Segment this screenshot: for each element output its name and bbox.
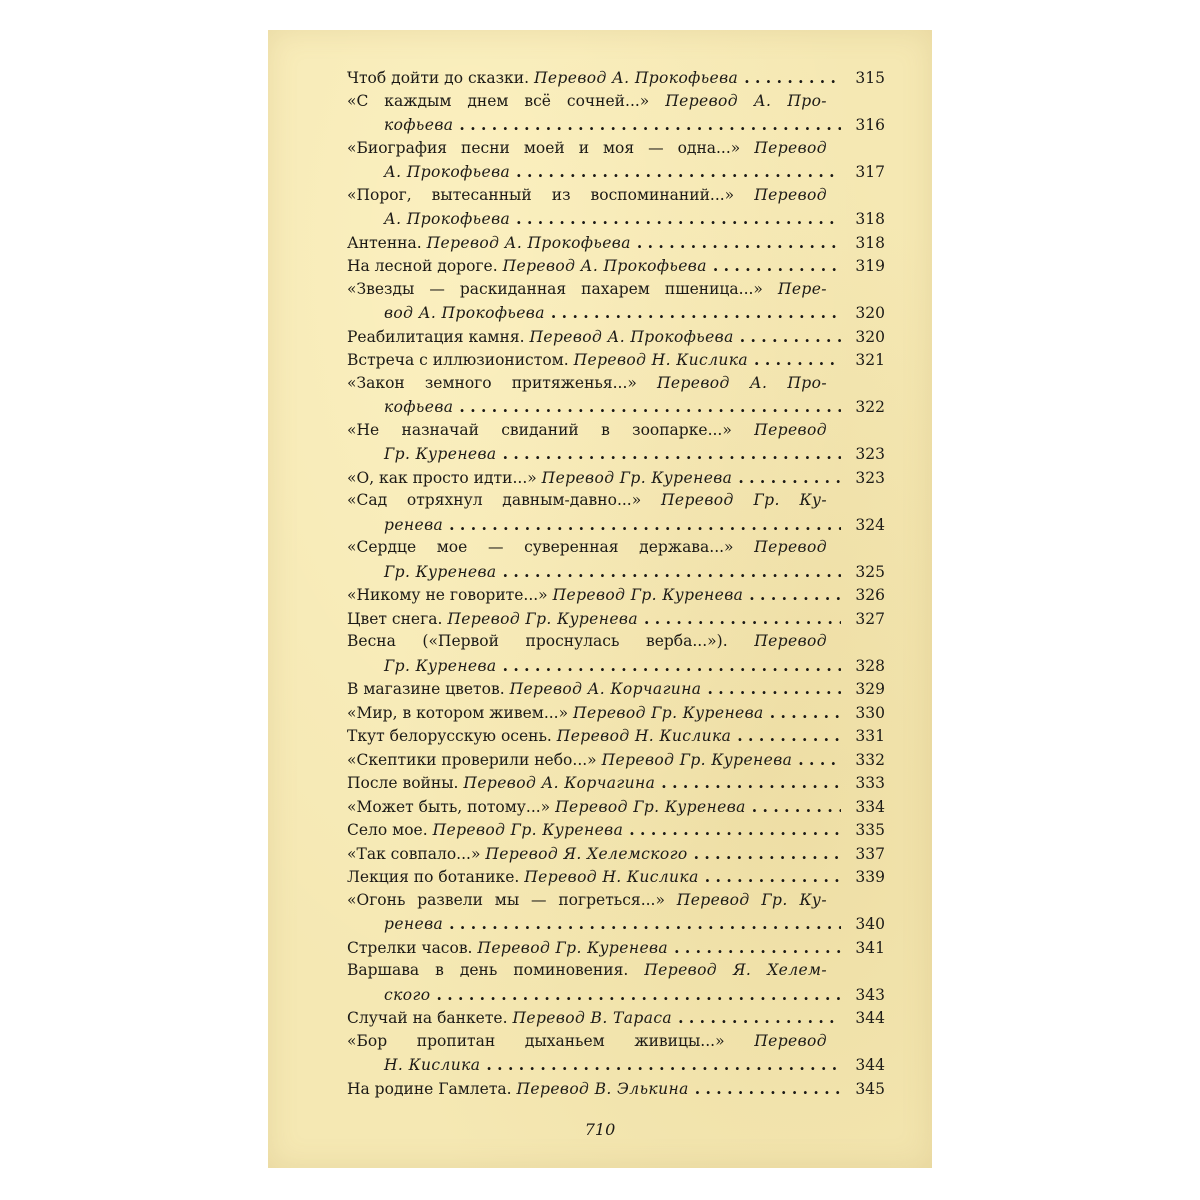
entry-translator: Перевод А. Прокофьева <box>502 257 707 275</box>
entry-title-word: («Первой <box>422 632 499 650</box>
toc-entry-line <box>347 818 885 842</box>
entry-page-number: 318 <box>855 210 885 228</box>
entry-title-word: каждым <box>384 91 452 110</box>
dot-leader <box>770 701 841 725</box>
book-page <box>268 30 932 1168</box>
entry-title-word: «Звезды <box>347 279 415 298</box>
entry-title-word: давным-давно...» <box>502 491 642 509</box>
entry-page-number: 330 <box>855 703 885 722</box>
entry-page-number: 333 <box>855 774 885 792</box>
entry-page-number: 344 <box>855 1056 885 1074</box>
dot-leader <box>629 818 841 842</box>
entry-title: «Никому не говорите...» <box>347 586 548 604</box>
entry-translator: Перевод А. Прокофьева <box>533 69 739 87</box>
entry-title-word: притяженья...» <box>511 373 637 392</box>
entry-translator: кофьева <box>384 398 454 416</box>
toc-entry-line <box>347 701 885 725</box>
entry-translator: Перевод Н. Кислика <box>556 727 732 745</box>
entry-title: В магазине цветов. <box>347 680 505 698</box>
entry-translator: Перевод А. Корчагина <box>463 774 656 792</box>
entry-page-number: 334 <box>855 797 885 816</box>
entry-title-word: сочней...» <box>566 91 650 110</box>
dot-leader <box>695 1077 841 1101</box>
entry-translator: Перевод А. Корчагина <box>509 680 702 698</box>
dot-leader <box>737 724 841 748</box>
entry-title: Реабилитация камня. <box>347 327 525 346</box>
entry-title-word: дыханьем <box>524 1031 605 1050</box>
entry-translator: Гр. Куренева <box>384 562 497 581</box>
entry-page-number: 320 <box>855 304 885 322</box>
entry-title-word: верба...»). <box>645 632 728 650</box>
entry-title-word: погреться...» <box>558 890 665 909</box>
toc-entry <box>347 489 885 536</box>
entry-translator-word: Перевод <box>660 491 734 509</box>
entry-title: Ткут белорусскую осень. <box>347 727 552 745</box>
entry-translator: Н. Кислика <box>384 1056 481 1074</box>
entry-page-number: 323 <box>855 445 885 463</box>
entry-translator: Перевод Н. Кислика <box>524 868 699 886</box>
dot-leader <box>798 748 841 772</box>
entry-page-number: 318 <box>855 233 885 252</box>
entry-translator-word: Перевод <box>754 420 827 439</box>
entry-translator: Гр. Куренева <box>384 445 497 463</box>
entry-page-number: 320 <box>855 327 885 346</box>
toc-entry-line <box>347 748 885 772</box>
toc-entry-line <box>347 771 885 795</box>
entry-translator: ренева <box>384 515 444 534</box>
entry-title-word: «Биография <box>347 138 448 157</box>
entry-title-word: Варшава <box>347 961 420 979</box>
dot-leader <box>749 583 841 607</box>
entry-title-word: и <box>578 138 590 157</box>
entry-page-number: 325 <box>855 562 885 581</box>
toc-entry-first-line <box>347 889 885 913</box>
entry-title: На родине Гамлета. <box>347 1079 512 1098</box>
entry-title: «Скептики проверили небо...» <box>347 750 597 769</box>
toc-entry-line <box>347 1053 885 1077</box>
entry-translator-word: Перевод <box>754 185 827 204</box>
entry-page-number: 331 <box>855 727 885 745</box>
entry-title-word: держава...» <box>639 538 734 556</box>
toc-entry-line <box>347 301 885 325</box>
entry-title-word: моя <box>602 138 635 157</box>
entry-translator: Перевод Гр. Куренева <box>447 609 638 628</box>
entry-title-word: из <box>551 185 571 204</box>
toc-entry-line <box>347 66 885 90</box>
dot-leader <box>503 654 841 678</box>
toc-entry-first-line <box>347 630 885 654</box>
entry-translator-word: Перевод <box>754 632 827 650</box>
entry-title-word: Весна <box>347 632 396 650</box>
toc-entry-line <box>347 795 885 819</box>
dot-leader <box>516 207 841 231</box>
dot-leader <box>459 395 841 419</box>
toc-entry <box>347 372 885 419</box>
entry-page-number: 339 <box>855 868 885 886</box>
toc-entry-line <box>347 113 885 137</box>
toc-entry-line <box>347 348 885 372</box>
dot-leader <box>459 113 841 137</box>
toc-entry-line <box>347 654 885 678</box>
dot-leader <box>738 466 841 490</box>
entry-page-number: 315 <box>855 69 885 87</box>
toc-entry <box>347 325 885 349</box>
entry-page-number: 317 <box>855 163 885 181</box>
entry-title-word: — <box>429 279 445 298</box>
entry-page-number: 341 <box>855 938 885 957</box>
toc-entry-first-line <box>347 959 885 983</box>
toc-entry <box>347 842 885 866</box>
entry-title-word: мое <box>436 538 468 556</box>
entry-translator: Перевод В. Элькина <box>516 1079 689 1098</box>
entry-title: «О, как просто идти...» <box>347 468 537 487</box>
toc-entry-line <box>347 513 885 537</box>
toc-entry <box>347 536 885 583</box>
dot-leader <box>449 912 841 936</box>
toc-entry-line <box>347 1006 885 1030</box>
entry-title-word: днем <box>467 91 509 110</box>
toc-entry-line <box>347 231 885 255</box>
entry-translator: Перевод Н. Кислика <box>573 351 749 369</box>
entry-title: Чтоб дойти до сказки. <box>347 69 529 87</box>
entry-title-word: земного <box>424 373 492 392</box>
toc-entry-line <box>347 936 885 960</box>
toc-entry <box>347 701 885 725</box>
toc-entry-line <box>347 560 885 584</box>
entry-translator: Перевод Гр. Куренева <box>552 586 744 604</box>
toc-entry <box>347 1030 885 1077</box>
entry-translator: вод А. Прокофьева <box>384 304 545 322</box>
entry-page-number: 324 <box>855 515 885 534</box>
entry-title-word: моей <box>523 138 565 157</box>
toc-entry-line <box>347 254 885 278</box>
entry-title-word: развели <box>417 890 483 909</box>
toc-entry <box>347 677 885 701</box>
entry-translator: кофьева <box>384 116 454 134</box>
toc-entry <box>347 795 885 819</box>
dot-leader <box>661 771 841 795</box>
entry-title-word: проснулась <box>525 632 620 650</box>
toc-entry-first-line <box>347 278 885 302</box>
dot-leader <box>705 865 841 889</box>
entry-title-word: вытесанный <box>431 185 532 204</box>
entry-title: Встреча с иллюзионистом. <box>347 351 569 369</box>
toc-entry <box>347 1077 885 1101</box>
entry-title-word: день <box>459 961 498 979</box>
entry-page-number: 343 <box>855 985 885 1004</box>
toc-entry-line <box>347 583 885 607</box>
entry-title-word: «Закон <box>347 373 405 392</box>
entry-title-word: «Сердце <box>347 538 417 556</box>
entry-title-word: пропитан <box>416 1031 496 1050</box>
dot-leader <box>754 348 841 372</box>
entry-translator-word: Перевод <box>676 890 750 909</box>
toc-entry-line <box>347 466 885 490</box>
entry-translator: А. Прокофьева <box>384 210 511 228</box>
entry-title-word: — <box>487 538 504 556</box>
dot-leader <box>436 983 841 1007</box>
entry-translator-word: Гр. <box>761 890 788 909</box>
entry-title-word: «Огонь <box>347 890 406 909</box>
toc-entry-line <box>347 395 885 419</box>
dot-leader <box>740 325 841 349</box>
toc-entry-line <box>347 724 885 748</box>
page-number: 710 <box>584 1120 616 1139</box>
entry-translator: Перевод Гр. Куренева <box>541 468 733 487</box>
entry-translator: Перевод Гр. Куренева <box>432 821 624 839</box>
toc-entry-line <box>347 983 885 1007</box>
toc-entry <box>347 184 885 231</box>
dot-leader <box>694 842 841 866</box>
toc-entry-first-line <box>347 184 885 208</box>
toc-entry <box>347 936 885 960</box>
dot-leader <box>516 160 841 184</box>
entry-translator: Перевод Я. Хелемского <box>485 844 688 863</box>
toc-entry <box>347 466 885 490</box>
dot-leader <box>744 66 841 90</box>
entry-title-word: зоопарке...» <box>632 420 732 439</box>
toc-entry <box>347 1006 885 1030</box>
entry-title-word: всё <box>524 91 551 110</box>
entry-page-number: 322 <box>855 398 885 416</box>
entry-translator-word: Ку- <box>799 491 827 509</box>
toc-entry <box>347 959 885 1006</box>
entry-page-number: 328 <box>855 656 885 675</box>
dot-leader <box>674 936 841 960</box>
toc-entry <box>347 90 885 137</box>
entry-page-number: 345 <box>855 1079 885 1098</box>
toc-entry <box>347 865 885 889</box>
toc-entry-first-line <box>347 1030 885 1054</box>
entry-page-number: 344 <box>855 1009 885 1027</box>
entry-title-word: отряхнул <box>406 491 483 509</box>
entry-page-number: 335 <box>855 821 885 839</box>
entry-title-word: раскиданная <box>459 279 567 298</box>
dot-leader <box>707 677 841 701</box>
dot-leader <box>503 560 841 584</box>
entry-title-word: «Не <box>347 420 380 439</box>
toc-entry <box>347 748 885 772</box>
entry-title-word: поминовения. <box>513 961 629 979</box>
entry-title-word: живицы...» <box>634 1031 725 1050</box>
entry-title: После войны. <box>347 774 459 792</box>
entry-title: Цвет снега. <box>347 609 443 628</box>
entry-page-number: 316 <box>855 116 885 134</box>
toc-entry-line <box>347 325 885 349</box>
entry-page-number: 329 <box>855 680 885 698</box>
entry-title: Стрелки часов. <box>347 938 473 957</box>
entry-translator: Перевод А. Прокофьева <box>529 327 734 346</box>
entry-translator-word: Пере- <box>777 279 827 298</box>
entry-page-number: 319 <box>855 257 885 275</box>
entry-page-number: 340 <box>855 915 885 933</box>
toc-entry-line <box>347 912 885 936</box>
toc-entry-first-line <box>347 419 885 443</box>
entry-page-number: 337 <box>855 844 885 863</box>
entry-translator-word: Перевод <box>754 1031 827 1050</box>
entry-title-word: одна...» <box>677 138 741 157</box>
toc-entry-line <box>347 677 885 701</box>
entry-translator-word: Хелем- <box>767 961 827 979</box>
toc-entry <box>347 630 885 677</box>
entry-page-number: 326 <box>855 586 885 604</box>
entry-translator-word: Ку- <box>799 890 827 909</box>
entry-title: Антенна. <box>347 233 422 252</box>
toc-entry-first-line <box>347 489 885 513</box>
entry-translator-word: Перевод <box>665 91 738 110</box>
toc-entry-line <box>347 207 885 231</box>
entry-title: «Мир, в котором живем...» <box>347 703 569 722</box>
entry-translator-word: Перевод <box>754 538 827 556</box>
dot-leader <box>449 513 841 537</box>
toc-entry <box>347 607 885 631</box>
entry-translator: ского <box>384 985 431 1004</box>
entry-title-word: — <box>531 890 547 909</box>
toc-entry-first-line <box>347 536 885 560</box>
toc-entry <box>347 889 885 936</box>
entry-title-word: песни <box>461 138 510 157</box>
entry-title-word: воспоминаний...» <box>590 185 735 204</box>
entry-translator-word: Про- <box>787 373 827 392</box>
entry-title-word: пшеница...» <box>664 279 763 298</box>
entry-translator-word: Я. <box>733 961 752 979</box>
dot-leader <box>713 254 841 278</box>
toc-entry <box>347 348 885 372</box>
toc-entry-line <box>347 607 885 631</box>
toc-entry-line <box>347 865 885 889</box>
entry-title: Случай на банкете. <box>347 1009 508 1027</box>
toc-entry <box>347 278 885 325</box>
entry-title: «Так совпало...» <box>347 844 481 863</box>
dot-leader <box>644 607 841 631</box>
dot-leader <box>678 1006 841 1030</box>
entry-title: Лекция по ботанике. <box>347 868 520 886</box>
entry-translator: Перевод Гр. Куренева <box>477 938 669 957</box>
entry-page-number: 321 <box>855 351 885 369</box>
entry-title-word: «Бор <box>347 1031 388 1050</box>
dot-leader <box>551 301 841 325</box>
entry-translator: А. Прокофьева <box>384 163 511 181</box>
entry-translator-word: А. <box>753 91 772 110</box>
entry-title-word: свиданий <box>501 420 579 439</box>
entry-title-word: назначай <box>401 420 479 439</box>
entry-title-word: суверенная <box>524 538 619 556</box>
entry-translator-word: А. <box>749 373 768 392</box>
dot-leader <box>503 442 841 466</box>
entry-translator-word: Перевод <box>656 373 730 392</box>
entry-title-word: «Сад <box>347 491 388 509</box>
entry-translator-word: Про- <box>787 91 827 110</box>
toc-entry-first-line <box>347 90 885 114</box>
toc-entry-line <box>347 1077 885 1101</box>
toc-entry <box>347 66 885 90</box>
entry-title: Село мое. <box>347 821 428 839</box>
entry-title-word: пахарем <box>581 279 650 298</box>
entry-translator-word: Гр. <box>753 491 780 509</box>
entry-translator: ренева <box>384 915 444 933</box>
toc-entry-line <box>347 160 885 184</box>
entry-page-number: 332 <box>855 750 885 769</box>
entry-title-word: в <box>601 420 610 439</box>
entry-title: На лесной дороге. <box>347 257 498 275</box>
toc-entry <box>347 771 885 795</box>
dot-leader <box>637 231 841 255</box>
toc-entry-first-line <box>347 137 885 161</box>
entry-translator: Гр. Куренева <box>384 656 497 675</box>
toc-entry <box>347 583 885 607</box>
entry-page-number: 327 <box>855 609 885 628</box>
entry-translator: Перевод А. Прокофьева <box>426 233 631 252</box>
toc-entry-first-line <box>347 372 885 396</box>
toc-entry <box>347 419 885 466</box>
entry-title: «Может быть, потому...» <box>347 797 551 816</box>
entry-translator-word: Перевод <box>644 961 718 979</box>
toc-entry <box>347 724 885 748</box>
entry-translator: Перевод Гр. Куренева <box>573 703 764 722</box>
entry-title-word: в <box>435 961 444 979</box>
entry-title-word: — <box>648 138 664 157</box>
entry-title-word: мы <box>494 890 520 909</box>
dot-leader <box>752 795 841 819</box>
dot-leader <box>486 1053 841 1077</box>
entry-translator-word: Перевод <box>754 138 827 157</box>
table-of-contents <box>347 66 885 1100</box>
entry-translator: Перевод Гр. Куренева <box>555 797 746 816</box>
toc-entry-line <box>347 442 885 466</box>
entry-page-number: 323 <box>855 468 885 487</box>
toc-entry <box>347 137 885 184</box>
toc-entry-line <box>347 842 885 866</box>
toc-entry <box>347 254 885 278</box>
entry-title-word: «С <box>347 91 369 110</box>
entry-title-word: «Порог, <box>347 185 412 204</box>
toc-entry <box>347 818 885 842</box>
entry-translator: Перевод В. Тараса <box>512 1009 673 1027</box>
toc-entry <box>347 231 885 255</box>
entry-translator: Перевод Гр. Куренева <box>601 750 793 769</box>
